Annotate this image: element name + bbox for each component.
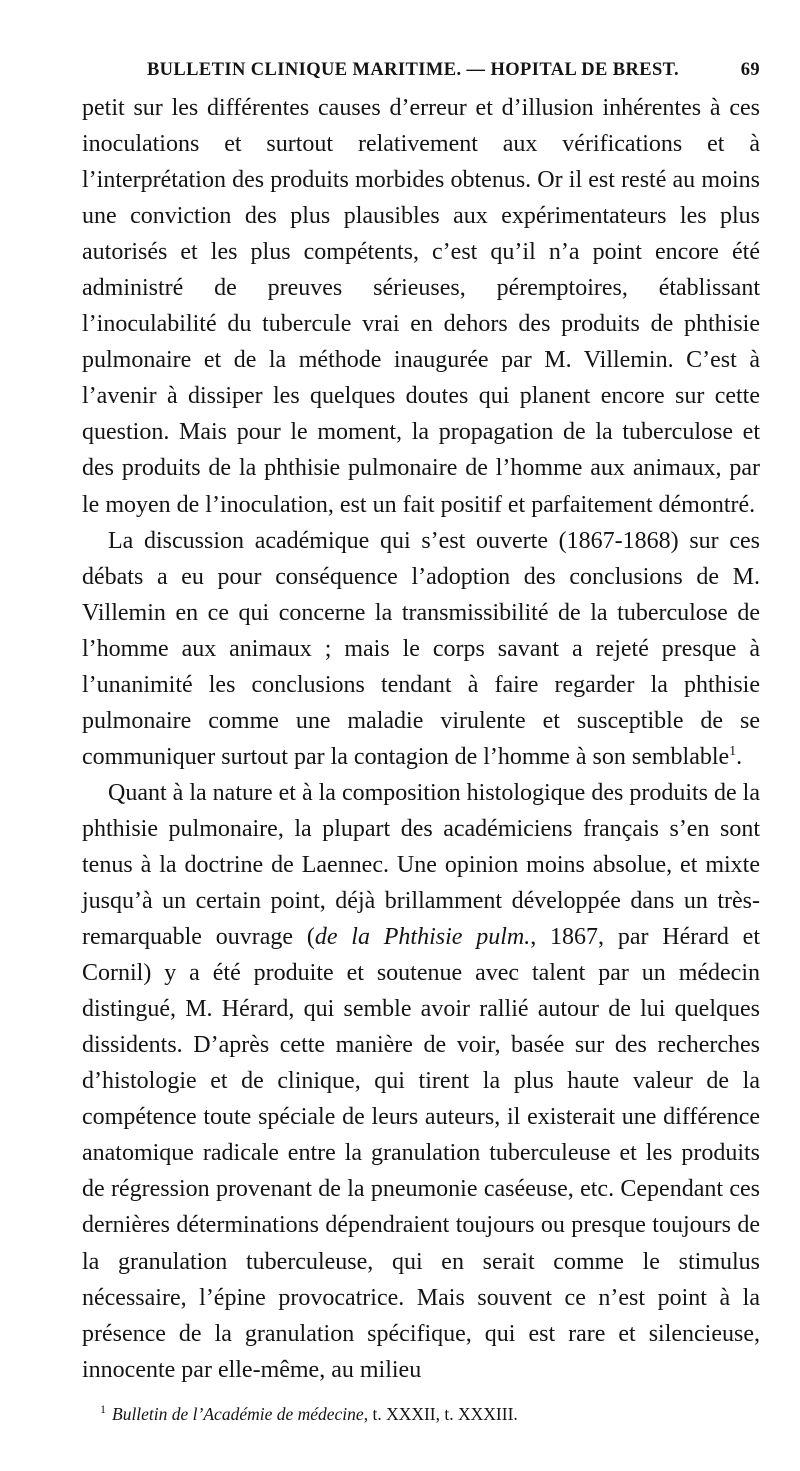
paragraph-2-end: . xyxy=(736,743,743,770)
paragraph-1-text: petit sur les différentes causes d’erreur et d’illusion inhérentes à ces inoculations et surtout relativement aux vérifications et à l’interprétation des produits morbides obtenus. Or il est resté au moins une conviction des plus plausibles aux expérimentateurs les plus autorisés et les plus compétents, c’est qu’il n’a point encore été administré de preuves sérieuses, péremptoires, établissant l’inoculabilité du tubercule vrai en dehors des produits de phthisie pulmonaire et de la méthode inaugurée par M. Villemin. C’est à l’avenir à dissiper les quelques doutes qui planent encore sur cette question. Mais pour le moment, la propagation de la tuberculose et des produits de la phthisie pulmonaire de l’homme aux animaux, par le moyen de l’inoculation, est un fait positif et parfaitement démontré. xyxy=(82,95,760,518)
footnote-source-italic: Bulletin de l’Académie de médecine xyxy=(112,1403,364,1424)
page-number: 69 xyxy=(740,60,760,80)
footnote-rest: , t. XXXII, t. XXXIII. xyxy=(363,1403,518,1424)
paragraph-3 xyxy=(82,775,760,1388)
running-head-title: BULLETIN CLINIQUE MARITIME. — HOPITAL DE BREST. xyxy=(146,60,680,80)
paragraph-3-text-start: Quant à la nature et à la composition histologique des produits de la phthisie pulmonaire, la plupart des académiciens français s’en sont tenus à la doctrine de Laennec. Une opinion moins absolue, et mixte jusqu’à un certain point, déjà brillamment développée dans un très-remarquable ouvrage ( xyxy=(82,779,760,951)
paragraph-2 xyxy=(82,523,760,775)
book-title-italic: de la Phthisie pulm. xyxy=(314,924,531,951)
footnote xyxy=(82,1398,760,1425)
body-text xyxy=(82,90,760,1388)
footnote-mark: 1 xyxy=(100,1401,106,1416)
paragraph-3-text-end: , 1867, par Hérard et Cornil) y a été produite et soutenue avec talent par un médecin distingué, M. Hérard, qui semble avoir rallié autour de lui quelques dissidents. D’après cette manière de voir, basée sur des recherches d’histologie et de clinique, qui tirent la plus haute valeur de la compétence toute spéciale de leurs auteurs, il existerait une différence anatomique radicale entre la granulation tuberculeuse et les produits de régression provenant de la pneumonie caséeuse, etc. Cependant ces dernières déterminations dépendraient toujours ou presque toujours de la granulation tuberculeuse, qui en serait comme le stimulus nécessaire, l’épine provocatrice. Mais souvent ce n’est point à la présence de la granulation spécifique, qui est rare et silencieuse, innocente par elle-même, au milieu xyxy=(82,924,761,1383)
paragraph-1 xyxy=(82,90,760,523)
footnote-reference[interactable]: 1 xyxy=(729,743,737,759)
running-head xyxy=(82,60,760,86)
paragraph-2-text: La discussion académique qui s’est ouverte (1867-1868) sur ces débats a eu pour conséquence l’adoption des conclusions de M. Villemin en ce qui concerne la transmissibilité de la tuberculose de l’homme aux animaux ; mais le corps savant a rejeté presque à l’unanimité les conclusions tendant à faire regarder la phthisie pulmonaire comme une maladie virulente et susceptible de se communiquer surtout par la contagion de l’homme à son semblable xyxy=(82,527,760,770)
